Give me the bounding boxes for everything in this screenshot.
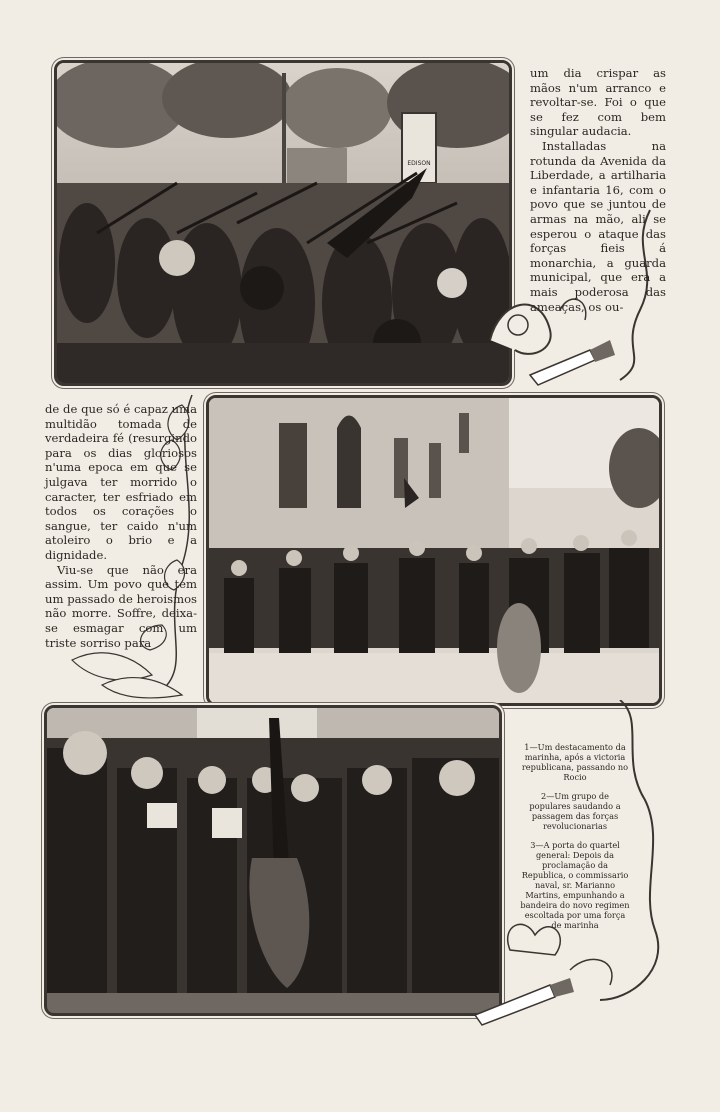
caption-3: 3—A porta do quartel general: Depois da proclamação da Republica, o commissario naval, sr. Marianno Martins, empunhando a bandeira do novo regimen escoltada por uma força de marinha	[520, 840, 630, 930]
article-paragraph: de de que só é capaz uma multidão tomada de verdadeira fé (resurgindo para os dias gloriosos n'uma epoca em que se julgava ter morrido o caracter, ter esfriado em todos os corações o sangue, ter caido n'um atoleiro o brio e a dignidade.	[45, 402, 197, 562]
photo-marines-detachment	[54, 60, 512, 386]
caption-1: 1—Um destacamento da marinha, após a victoria republicana, passando no Rocio	[521, 742, 629, 782]
article-column-left	[45, 402, 197, 650]
edison-sign-text: EDISON	[407, 160, 431, 167]
article-paragraph: Viu-se que não era assim. Um povo que tem um passado de heroismos não morre. Soffre, deixa-se esmagar com um triste sorriso para	[45, 562, 197, 650]
photo-crowd-saluting	[206, 395, 662, 706]
caption-2: 2—Um grupo de populares saudando a passagem das forças revolucionarias	[529, 791, 621, 831]
article-paragraph: Installadas na rotunda da Avenida da Liberdade, a artilharia e infantaria 16, com o povo que se juntou de armas na mão, ali se esperou o ataque das forças fieis á monarchia, a guarda municipal, que era a mais poderosa das ameaças, os ou-	[530, 138, 666, 314]
photo-captions	[520, 742, 630, 939]
photo-headquarters-door	[44, 705, 502, 1016]
article-column-right	[530, 66, 666, 314]
article-paragraph: um dia crispar as mãos n'um arranco e revoltar-se. Foi o que se fez com bem singular audacia.	[530, 66, 666, 139]
